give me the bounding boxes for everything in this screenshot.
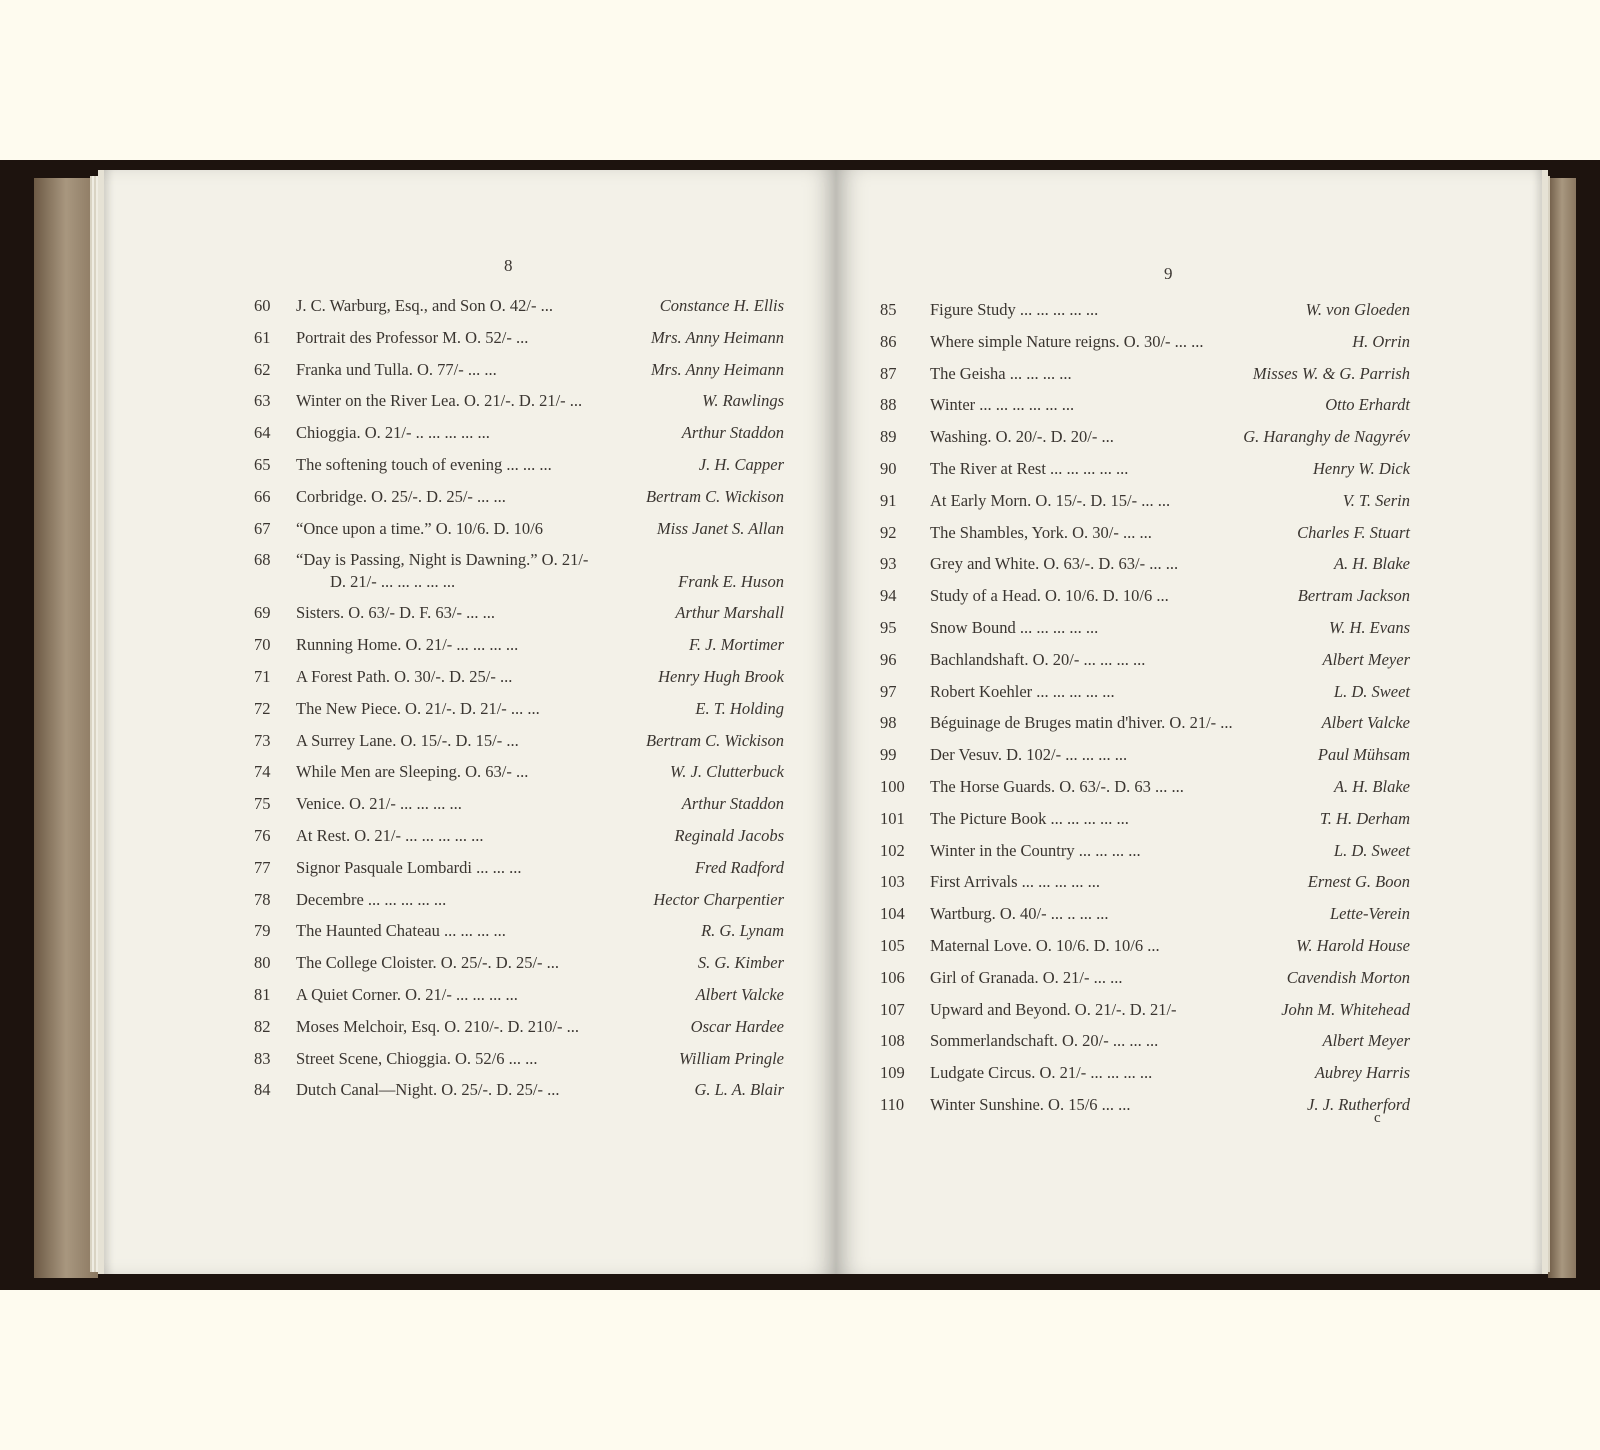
catalogue-entry <box>254 1074 784 1106</box>
entry-title: At Early Morn. O. 15/-. D. 15/- ... ... <box>930 490 1171 510</box>
entry-number: 76 <box>254 825 271 845</box>
entry-title: Study of a Head. O. 10/6. D. 10/6 ... <box>930 586 1169 606</box>
entry-title: The New Piece. O. 21/-. D. 21/- ... ... <box>296 698 540 718</box>
entry-title: Snow Bound ... ... ... ... ... <box>930 617 1099 637</box>
entry-artist: Constance H. Ellis <box>659 296 784 315</box>
entry-number: 85 <box>880 300 897 319</box>
catalogue-entry <box>880 326 1410 358</box>
entry-number: 93 <box>880 554 897 574</box>
catalogue-entry <box>254 661 784 693</box>
entry-number: 64 <box>254 423 271 443</box>
catalogue-list-left <box>254 290 784 1106</box>
catalogue-entry <box>880 644 1410 676</box>
entry-title: A Surrey Lane. O. 15/-. D. 15/- ... <box>296 730 519 750</box>
entry-artist: Bertram C. Wickison <box>646 730 784 750</box>
entry-artist: E. T. Holding <box>695 698 784 718</box>
entry-number: 86 <box>880 331 897 351</box>
entry-title: Signor Pasquale Lombardi ... ... ... <box>296 857 522 877</box>
entry-number: 61 <box>254 327 271 347</box>
entry-title: Girl of Granada. O. 21/- ... ... <box>930 967 1123 987</box>
entry-title: J. C. Warburg, Esq., and Son O. 42/- ... <box>296 296 554 315</box>
entry-artist: F. J. Mortimer <box>688 635 784 655</box>
catalogue-entry <box>880 930 1410 962</box>
catalogue-entry <box>254 597 784 629</box>
catalogue-entry <box>254 979 784 1011</box>
entry-artist: W. von Gloeden <box>1305 300 1410 319</box>
catalogue-entry <box>254 544 784 597</box>
entry-artist: Arthur Staddon <box>681 794 784 814</box>
entry-artist: Otto Erhardt <box>1325 395 1410 415</box>
entry-title: The Haunted Chateau ... ... ... ... <box>296 921 506 941</box>
entry-artist: L. D. Sweet <box>1333 681 1410 701</box>
catalogue-entry <box>880 771 1410 803</box>
catalogue-entry <box>880 421 1410 453</box>
entry-title: Washing. O. 20/-. D. 20/- ... <box>930 427 1114 447</box>
catalogue-entry <box>254 513 784 545</box>
entry-number: 90 <box>880 458 897 478</box>
catalogue-entry <box>254 884 784 916</box>
entry-artist: Reginald Jacobs <box>674 825 784 845</box>
entry-number: 88 <box>880 395 897 415</box>
catalogue-entry <box>880 294 1410 326</box>
entry-title: Chioggia. O. 21/- .. ... ... ... ... <box>296 423 490 443</box>
entry-title: Decembre ... ... ... ... ... <box>296 889 447 909</box>
entry-title: The Picture Book ... ... ... ... ... <box>930 808 1129 828</box>
catalogue-entry <box>880 389 1410 421</box>
entry-title: Corbridge. O. 25/-. D. 25/- ... ... <box>296 486 506 506</box>
entry-artist: A. H. Blake <box>1333 554 1410 574</box>
entry-artist: Albert Meyer <box>1322 1031 1410 1051</box>
entry-number: 83 <box>254 1048 271 1068</box>
catalogue-entry <box>254 947 784 979</box>
entry-number: 73 <box>254 730 271 750</box>
entry-title: The Geisha ... ... ... ... <box>930 363 1072 383</box>
catalogue-entry <box>880 358 1410 390</box>
catalogue-entry <box>880 612 1410 644</box>
entry-number: 75 <box>254 794 271 814</box>
entry-artist: Oscar Hardee <box>690 1016 784 1036</box>
catalogue-entry <box>254 322 784 354</box>
catalogue-entry <box>254 354 784 386</box>
entry-title: Winter in the Country ... ... ... ... <box>930 840 1141 860</box>
catalogue-entry <box>880 517 1410 549</box>
catalogue-entry <box>254 693 784 725</box>
entry-number: 80 <box>254 953 271 973</box>
entry-number: 62 <box>254 359 271 379</box>
entry-artist: W. Harold House <box>1296 935 1410 955</box>
entry-artist: T. H. Derham <box>1319 808 1410 828</box>
catalogue-entry <box>880 580 1410 612</box>
entry-title-continuation: D. 21/- ... ... .. ... ... <box>330 572 456 592</box>
entry-number: 100 <box>880 776 905 796</box>
signature-mark: c <box>1374 1110 1381 1126</box>
entry-title: First Arrivals ... ... ... ... ... <box>930 872 1101 892</box>
entry-title: Dutch Canal—Night. O. 25/-. D. 25/- ... <box>296 1080 560 1100</box>
left-page <box>98 170 836 1274</box>
catalogue-entry <box>880 739 1410 771</box>
entry-artist: Arthur Marshall <box>675 603 784 623</box>
entry-artist: Paul Mühsam <box>1317 745 1410 765</box>
entry-title: The Shambles, York. O. 30/- ... ... <box>930 522 1152 542</box>
entry-artist: J. H. Capper <box>698 454 784 474</box>
entry-number: 109 <box>880 1063 905 1083</box>
entry-title: “Once upon a time.” O. 10/6. D. 10/6 <box>296 518 543 538</box>
entry-title: While Men are Sleeping. O. 63/- ... <box>296 762 529 782</box>
entry-artist: R. G. Lynam <box>701 921 784 941</box>
entry-number: 78 <box>254 889 271 909</box>
catalogue-entry <box>880 1089 1410 1121</box>
entry-title: Sisters. O. 63/- D. F. 63/- ... ... <box>296 603 495 623</box>
entry-artist: L. D. Sweet <box>1333 840 1410 860</box>
entry-title: At Rest. O. 21/- ... ... ... ... ... <box>296 825 484 845</box>
entry-number: 81 <box>254 984 271 1004</box>
entry-number: 103 <box>880 872 905 892</box>
entry-number: 94 <box>880 586 897 606</box>
entry-number: 92 <box>880 522 897 542</box>
entry-artist: H. Orrin <box>1352 331 1410 351</box>
catalogue-entry <box>880 898 1410 930</box>
entry-artist: W. Rawlings <box>702 391 784 411</box>
entry-title: A Quiet Corner. O. 21/- ... ... ... ... <box>296 984 518 1004</box>
entry-artist: Aubrey Harris <box>1314 1063 1410 1083</box>
entry-number: 79 <box>254 921 271 941</box>
entry-artist: Misses W. & G. Parrish <box>1252 363 1410 383</box>
entry-title: Where simple Nature reigns. O. 30/- ... ... <box>930 331 1204 351</box>
book-edge-left <box>34 178 98 1278</box>
catalogue-entry <box>254 385 784 417</box>
entry-artist: A. H. Blake <box>1333 776 1410 796</box>
catalogue-entry <box>880 676 1410 708</box>
catalogue-entry <box>254 725 784 757</box>
entry-title: Grey and White. O. 63/-. D. 63/- ... ... <box>930 554 1179 574</box>
entry-number: 72 <box>254 698 271 718</box>
entry-number: 107 <box>880 999 905 1019</box>
entry-artist: Ernest G. Boon <box>1307 872 1410 892</box>
entry-number: 65 <box>254 454 271 474</box>
entry-artist: Bertram Jackson <box>1297 586 1410 606</box>
catalogue-entry <box>880 453 1410 485</box>
page-number: 9 <box>1164 264 1173 283</box>
entry-number: 69 <box>254 603 271 623</box>
catalogue-entry <box>254 1043 784 1075</box>
catalogue-entry <box>254 449 784 481</box>
entry-number: 108 <box>880 1031 905 1051</box>
catalogue-entry <box>880 548 1410 580</box>
catalogue-list-right <box>880 294 1410 1121</box>
entry-artist: Bertram C. Wickison <box>646 486 784 506</box>
entry-title: Moses Melchoir, Esq. O. 210/-. D. 210/- ... <box>296 1016 580 1036</box>
book-edge-right <box>1548 178 1576 1278</box>
entry-artist: Charles F. Stuart <box>1297 522 1410 542</box>
entry-artist: W. J. Clutterbuck <box>670 762 784 782</box>
entry-number: 77 <box>254 857 271 877</box>
catalogue-entry <box>880 1057 1410 1089</box>
entry-title: The College Cloister. O. 25/-. D. 25/- ... <box>296 953 560 973</box>
entry-number: 97 <box>880 681 897 701</box>
right-page <box>836 170 1548 1274</box>
entry-artist: V. T. Serin <box>1342 490 1410 510</box>
entry-number: 71 <box>254 666 271 686</box>
catalogue-entry <box>254 290 784 322</box>
entry-number: 66 <box>254 486 271 506</box>
entry-artist: Mrs. Anny Heimann <box>650 359 784 379</box>
entry-title: The River at Rest ... ... ... ... ... <box>930 458 1129 478</box>
entry-artist: J. J. Rutherford <box>1307 1094 1410 1114</box>
entry-title: Upward and Beyond. O. 21/-. D. 21/- <box>930 999 1177 1019</box>
entry-artist: Arthur Staddon <box>681 423 784 443</box>
entry-title: Béguinage de Bruges matin d'hiver. O. 21/- ... <box>930 713 1233 733</box>
entry-number: 101 <box>880 808 905 828</box>
entry-artist: William Pringle <box>679 1048 784 1068</box>
entry-artist: Frank E. Huson <box>678 572 784 592</box>
entry-artist: Lette-Verein <box>1329 904 1410 924</box>
entry-number: 96 <box>880 649 897 669</box>
entry-artist: Henry W. Dick <box>1313 458 1410 478</box>
entry-artist: John M. Whitehead <box>1281 999 1410 1019</box>
catalogue-entry <box>254 481 784 513</box>
catalogue-entry <box>254 417 784 449</box>
catalogue-entry <box>254 788 784 820</box>
entry-title: Running Home. O. 21/- ... ... ... ... <box>296 635 519 655</box>
catalogue-entry <box>254 820 784 852</box>
entry-number: 106 <box>880 967 905 987</box>
entry-title: Wartburg. O. 40/- ... .. ... ... <box>930 904 1109 924</box>
entry-artist: Cavendish Morton <box>1286 967 1410 987</box>
entry-artist: W. H. Evans <box>1329 617 1410 637</box>
entry-title: Winter on the River Lea. O. 21/-. D. 21/- ... <box>296 391 583 411</box>
entry-title: Maternal Love. O. 10/6. D. 10/6 ... <box>930 935 1160 955</box>
entry-title: Franka und Tulla. O. 77/- ... ... <box>296 359 497 379</box>
entry-number: 99 <box>880 745 897 765</box>
entry-artist: G. L. A. Blair <box>694 1080 784 1100</box>
entry-artist: Albert Meyer <box>1322 649 1410 669</box>
entry-artist: Albert Valcke <box>695 984 784 1004</box>
entry-number: 67 <box>254 518 271 538</box>
catalogue-entry <box>880 994 1410 1026</box>
catalogue-entry <box>880 1025 1410 1057</box>
entry-title: The Horse Guards. O. 63/-. D. 63 ... ... <box>930 776 1184 796</box>
catalogue-entry <box>880 707 1410 739</box>
entry-number: 63 <box>254 391 271 411</box>
catalogue-entry <box>880 803 1410 835</box>
entry-artist: Mrs. Anny Heimann <box>650 327 784 347</box>
catalogue-entry <box>254 629 784 661</box>
entry-title: Portrait des Professor M. O. 52/- ... <box>296 327 529 347</box>
entry-title: Venice. O. 21/- ... ... ... ... <box>296 794 462 814</box>
entry-title: “Day is Passing, Night is Dawning.” O. 21/- <box>296 550 589 570</box>
entry-artist: S. G. Kimber <box>697 953 784 973</box>
entry-title: Winter Sunshine. O. 15/6 ... ... <box>930 1094 1131 1114</box>
entry-title: Robert Koehler ... ... ... ... ... <box>930 681 1115 701</box>
entry-title: Ludgate Circus. O. 21/- ... ... ... ... <box>930 1063 1153 1083</box>
entry-artist: Hector Charpentier <box>653 889 784 909</box>
entry-number: 89 <box>880 427 897 447</box>
entry-number: 70 <box>254 635 271 655</box>
entry-number: 87 <box>880 363 897 383</box>
entry-title: Der Vesuv. D. 102/- ... ... ... ... <box>930 745 1128 765</box>
entry-artist: Miss Janet S. Allan <box>656 518 784 538</box>
entry-number: 105 <box>880 935 905 955</box>
entry-number: 98 <box>880 713 897 733</box>
entry-artist: Albert Valcke <box>1321 713 1410 733</box>
entry-number: 82 <box>254 1016 271 1036</box>
entry-number: 68 <box>254 550 271 570</box>
entry-artist: G. Haranghy de Nagyrév <box>1243 427 1410 447</box>
entry-number: 91 <box>880 490 897 510</box>
entry-number: 95 <box>880 617 897 637</box>
entry-number: 84 <box>254 1080 271 1100</box>
catalogue-entry <box>880 866 1410 898</box>
catalogue-entry <box>254 756 784 788</box>
entry-number: 102 <box>880 840 905 860</box>
entry-artist: Henry Hugh Brook <box>658 666 784 686</box>
entry-number: 110 <box>880 1094 905 1114</box>
catalogue-entry <box>254 852 784 884</box>
entry-title: Street Scene, Chioggia. O. 52/6 ... ... <box>296 1048 538 1068</box>
entry-title: Bachlandshaft. O. 20/- ... ... ... ... <box>930 649 1146 669</box>
entry-artist: Fred Radford <box>694 857 784 877</box>
entry-title: A Forest Path. O. 30/-. D. 25/- ... <box>296 666 513 686</box>
entry-title: The softening touch of evening ... ... ... <box>296 454 552 474</box>
catalogue-entry <box>254 915 784 947</box>
entry-title: Winter ... ... ... ... ... ... <box>930 395 1075 415</box>
catalogue-entry <box>880 835 1410 867</box>
catalogue-entry <box>880 962 1410 994</box>
catalogue-entry <box>254 1011 784 1043</box>
entry-title: Figure Study ... ... ... ... ... <box>930 300 1099 319</box>
entry-number: 74 <box>254 762 271 782</box>
entry-number: 104 <box>880 904 905 924</box>
entry-title: Sommerlandschaft. O. 20/- ... ... ... <box>930 1031 1159 1051</box>
page-number: 8 <box>504 256 513 275</box>
catalogue-entry <box>880 485 1410 517</box>
entry-number: 60 <box>254 296 271 315</box>
